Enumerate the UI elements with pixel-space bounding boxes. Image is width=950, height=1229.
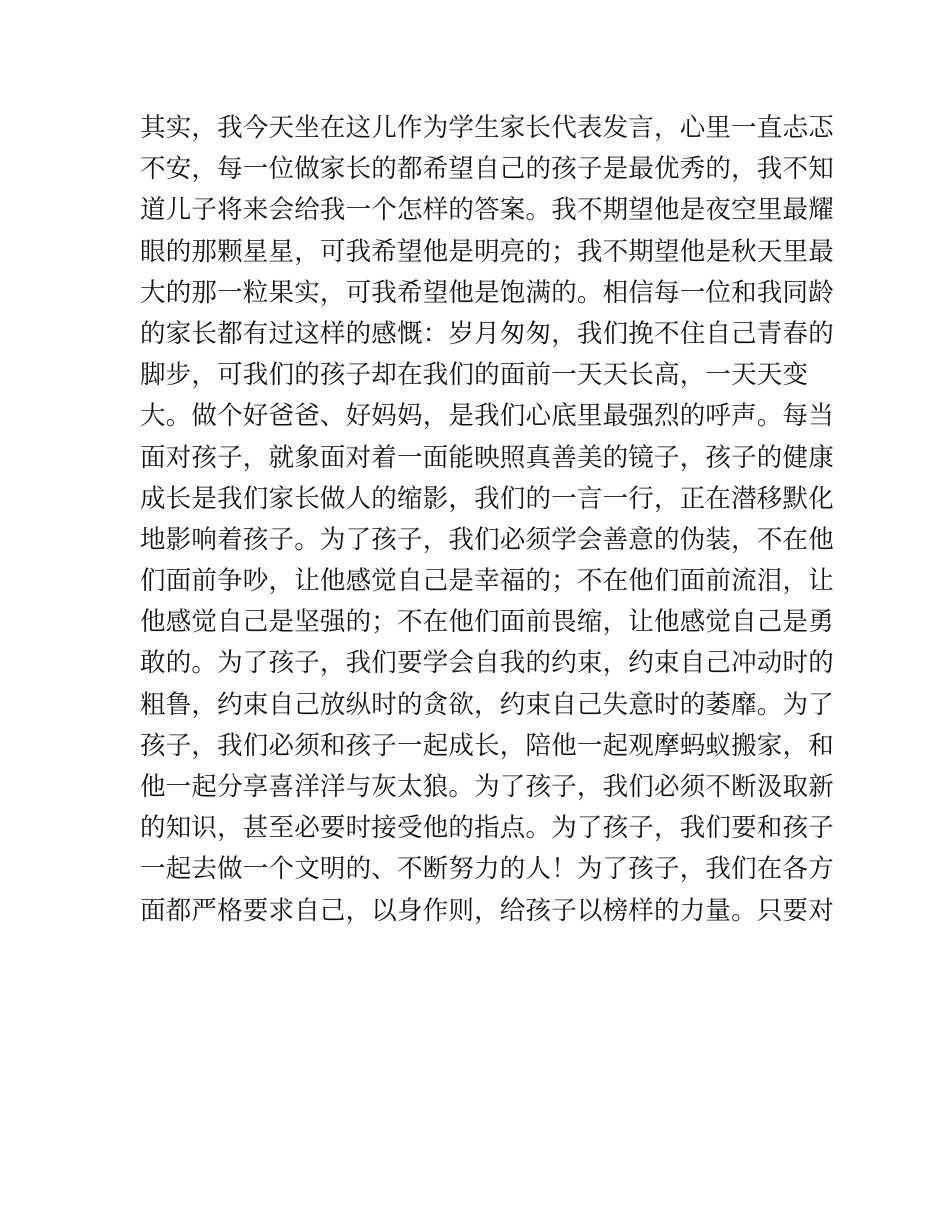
text-line: 大的那一粒果实，可我希望他是饱满的。相信每一位和我同龄: [140, 277, 834, 308]
text-line: 们面前争吵，让他感觉自己是幸福的；不在他们面前流泪，让: [140, 566, 834, 597]
text-line: 不安，每一位做家长的都希望自己的孩子是最优秀的，我不知: [140, 154, 834, 185]
text-line: 他一起分享喜洋洋与灰太狼。为了孩子，我们必须不断汲取新: [140, 772, 834, 802]
text-line: 敢的。为了孩子，我们要学会自我的约束，约束自己冲动时的: [140, 648, 834, 679]
text-line: 粗鲁，约束自己放纵时的贪欲，约束自己失意时的萎靡。为了: [140, 689, 834, 720]
text-line: 一起去做一个文明的、不断努力的人！为了孩子，我们在各方: [140, 854, 834, 885]
text-line: 面对孩子，就象面对着一面能映照真善美的镜子，孩子的健康: [140, 442, 834, 473]
text-line: 眼的那颗星星，可我希望他是明亮的；我不期望他是秋天里最: [140, 236, 834, 267]
text-line: 成长是我们家长做人的缩影，我们的一言一行，正在潜移默化: [140, 483, 834, 514]
text-line: 道儿子将来会给我一个怎样的答案。我不期望他是夜空里最耀: [140, 195, 834, 226]
text-line: 地影响着孩子。为了孩子，我们必须学会善意的伪装，不在他: [140, 524, 834, 555]
text-line: 他感觉自己是坚强的；不在他们面前畏缩，让他感觉自己是勇: [140, 607, 834, 638]
text-line: 面都严格要求自己，以身作则，给孩子以榜样的力量。只要对: [140, 895, 834, 926]
speech-paragraph: [140, 108, 834, 932]
text-line: 脚步，可我们的孩子却在我们的面前一天天长高，一天天变: [140, 360, 809, 391]
text-line: 大。做个好爸爸、好妈妈，是我们心底里最强烈的呼声。每当: [140, 401, 834, 432]
text-line: 的知识，甚至必要时接受他的指点。为了孩子，我们要和孩子: [140, 813, 834, 844]
text-line: 其实，我今天坐在这儿作为学生家长代表发言，心里一直忐忑: [140, 113, 834, 143]
text-line: 孩子，我们必须和孩子一起成长，陪他一起观摩蚂蚁搬家，和: [140, 730, 834, 761]
text-line: 的家长都有过这样的感慨：岁月匆匆，我们挽不住自己青春的: [140, 318, 834, 349]
